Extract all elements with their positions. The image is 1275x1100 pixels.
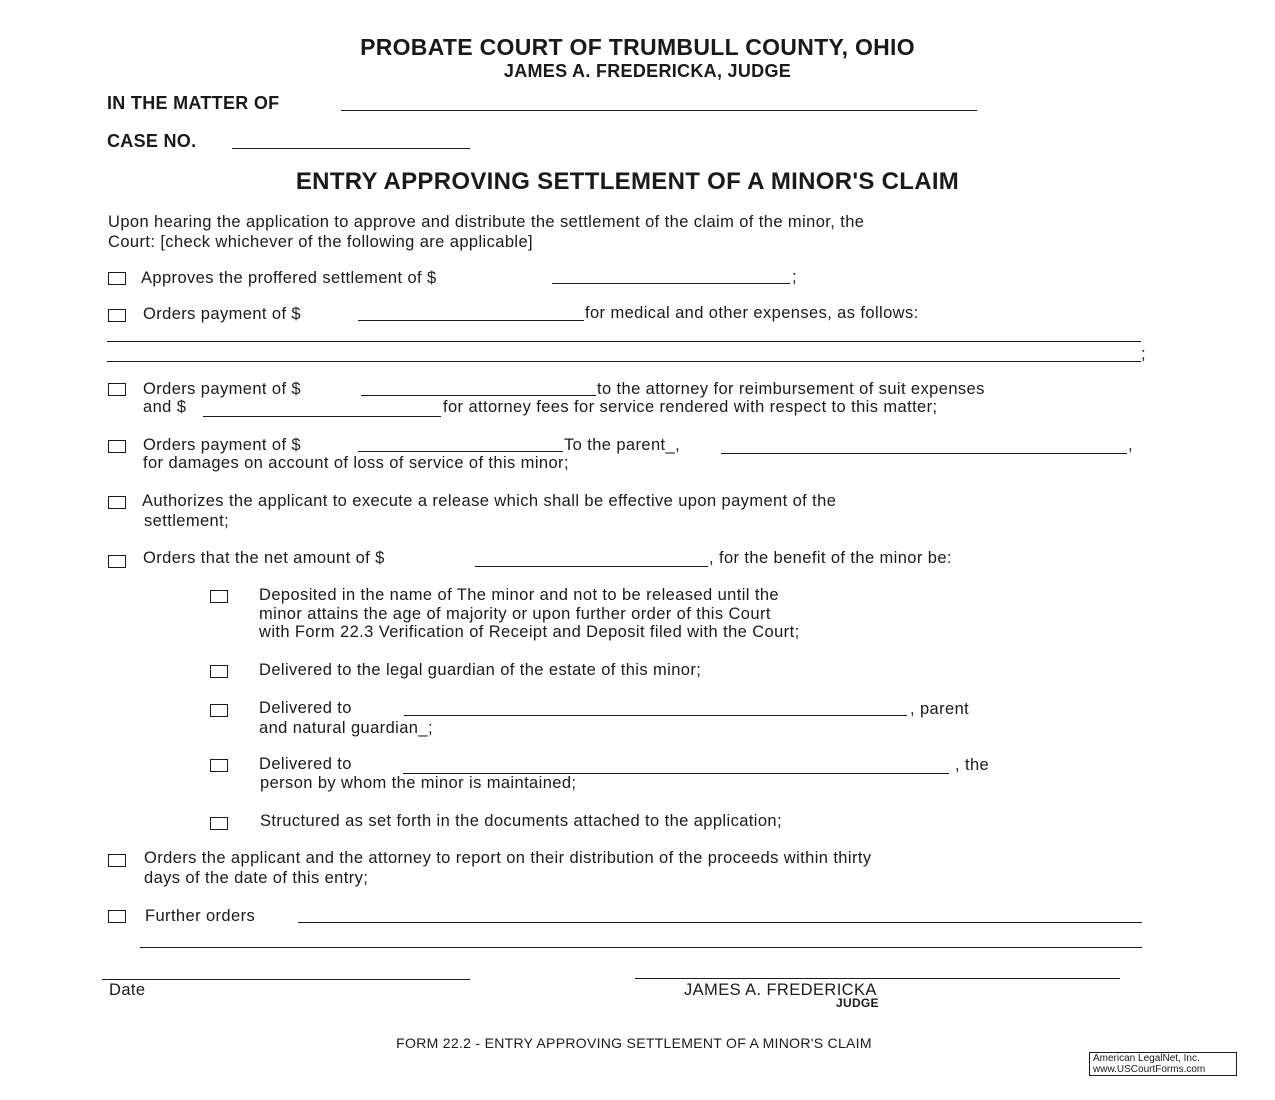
medical-amount-field[interactable]: [358, 320, 584, 321]
further-orders-checkbox[interactable]: [108, 910, 126, 923]
parent-l1b: To the parent_,: [564, 436, 681, 454]
signer-name: JAMES A. FREDERICKA: [684, 981, 877, 999]
parent-guardian-name-field[interactable]: [404, 715, 907, 716]
form-identifier: FORM 22.2 - ENTRY APPROVING SETTLEMENT OF A MINOR'S CLAIM: [396, 1035, 872, 1051]
net-amount-checkbox[interactable]: [108, 555, 126, 568]
further-orders-field-2[interactable]: [140, 947, 1142, 948]
sub-person-b: , the: [955, 756, 990, 774]
medical-label-b: for medical and other expenses, as follows:: [585, 304, 919, 322]
parent-l1a: Orders payment of $: [143, 436, 302, 454]
release-checkbox[interactable]: [108, 496, 126, 509]
sub-person-l2: person by whom the minor is maintained;: [260, 774, 577, 792]
maintainer-checkbox[interactable]: [210, 759, 228, 772]
date-label: Date: [109, 981, 146, 999]
net-b: , for the benefit of the minor be:: [709, 549, 952, 567]
suit-expenses-amount-field[interactable]: [361, 395, 596, 396]
judge-signature-field[interactable]: [635, 978, 1120, 979]
sub-parent-l2: and natural guardian_;: [259, 719, 433, 737]
medical-expenses-checkbox[interactable]: [108, 309, 126, 322]
publisher-stamp: [1089, 1052, 1237, 1076]
matter-label: IN THE MATTER OF: [107, 93, 280, 113]
attorney-l1b: to the attorney for reimbursement of suit expenses: [597, 380, 985, 398]
deposited-l1: Deposited in the name of The minor and not to be released until the: [259, 586, 779, 604]
net-a: Orders that the net amount of $: [143, 549, 385, 567]
court-name: PROBATE COURT OF TRUMBULL COUNTY, OHIO: [360, 34, 915, 60]
attorney-l2a: and $: [143, 398, 187, 416]
form-title: ENTRY APPROVING SETTLEMENT OF A MINOR'S CLAIM: [295, 168, 960, 195]
intro-line-2: Court: [check whichever of the following are applicable]: [108, 233, 534, 251]
settlement-amount-field[interactable]: [552, 283, 790, 284]
sub-person-a: Delivered to: [259, 755, 352, 773]
release-l2: settlement;: [144, 512, 230, 530]
parent-l1c: ,: [1128, 436, 1133, 454]
deposited-l2: minor attains the age of majority or upon further order of this Court: [259, 605, 771, 623]
medical-label-a: Orders payment of $: [143, 305, 302, 323]
deposited-checkbox[interactable]: [210, 590, 228, 603]
medical-details-line-1[interactable]: [107, 341, 1141, 342]
intro-line-1: Upon hearing the application to approve and distribute the settlement of the claim of the minor, the: [108, 213, 865, 231]
structured-checkbox[interactable]: [210, 817, 228, 830]
attorney-l1a: Orders payment of $: [143, 380, 302, 398]
further-orders-field-1[interactable]: [298, 922, 1142, 923]
approves-end: ;: [792, 268, 797, 286]
sub-parent-a: Delivered to: [259, 699, 352, 717]
parent-guardian-checkbox[interactable]: [210, 704, 228, 717]
medical-details-line-2[interactable]: [107, 361, 1141, 362]
guardian-text: Delivered to the legal guardian of the estate of this minor;: [259, 661, 702, 679]
stamp-line-1: American LegalNet, Inc.: [1093, 1053, 1200, 1064]
attorney-fees-amount-field[interactable]: [203, 416, 441, 417]
deposited-l3: with Form 22.3 Verification of Receipt and Deposit filed with the Court;: [259, 623, 800, 641]
stamp-line-2: www.USCourtForms.com: [1093, 1063, 1206, 1075]
signer-title: JUDGE: [836, 996, 879, 1010]
parent-name-field[interactable]: [721, 453, 1127, 454]
matter-field[interactable]: [341, 110, 977, 111]
further-label: Further orders: [145, 907, 256, 925]
report-l2: days of the date of this entry;: [144, 869, 369, 887]
parent-payment-checkbox[interactable]: [108, 440, 126, 453]
sub-parent-b: , parent: [910, 700, 970, 718]
legal-guardian-checkbox[interactable]: [210, 665, 228, 678]
date-field[interactable]: [102, 979, 470, 980]
judge-name-header: JAMES A. FREDERICKA, JUDGE: [503, 61, 792, 81]
release-l1: Authorizes the applicant to execute a release which shall be effective upon payment of the: [142, 492, 837, 510]
structured-text: Structured as set forth in the documents attached to the application;: [260, 812, 782, 830]
report-l1: Orders the applicant and the attorney to report on their distribution of the proceeds within thirty: [144, 849, 872, 867]
case-label: CASE NO.: [107, 131, 197, 151]
case-number-field[interactable]: [232, 148, 470, 149]
report-checkbox[interactable]: [108, 854, 126, 867]
parent-amount-field[interactable]: [358, 451, 563, 452]
medical-end: ;: [1141, 345, 1146, 363]
net-amount-field[interactable]: [475, 566, 708, 567]
parent-l2: for damages on account of loss of service of this minor;: [143, 454, 569, 472]
approves-settlement-label: Approves the proffered settlement of $: [141, 269, 437, 287]
attorney-payment-checkbox[interactable]: [108, 383, 126, 396]
attorney-l2b: for attorney fees for service rendered with respect to this matter;: [443, 398, 938, 416]
approves-settlement-checkbox[interactable]: [108, 272, 126, 285]
